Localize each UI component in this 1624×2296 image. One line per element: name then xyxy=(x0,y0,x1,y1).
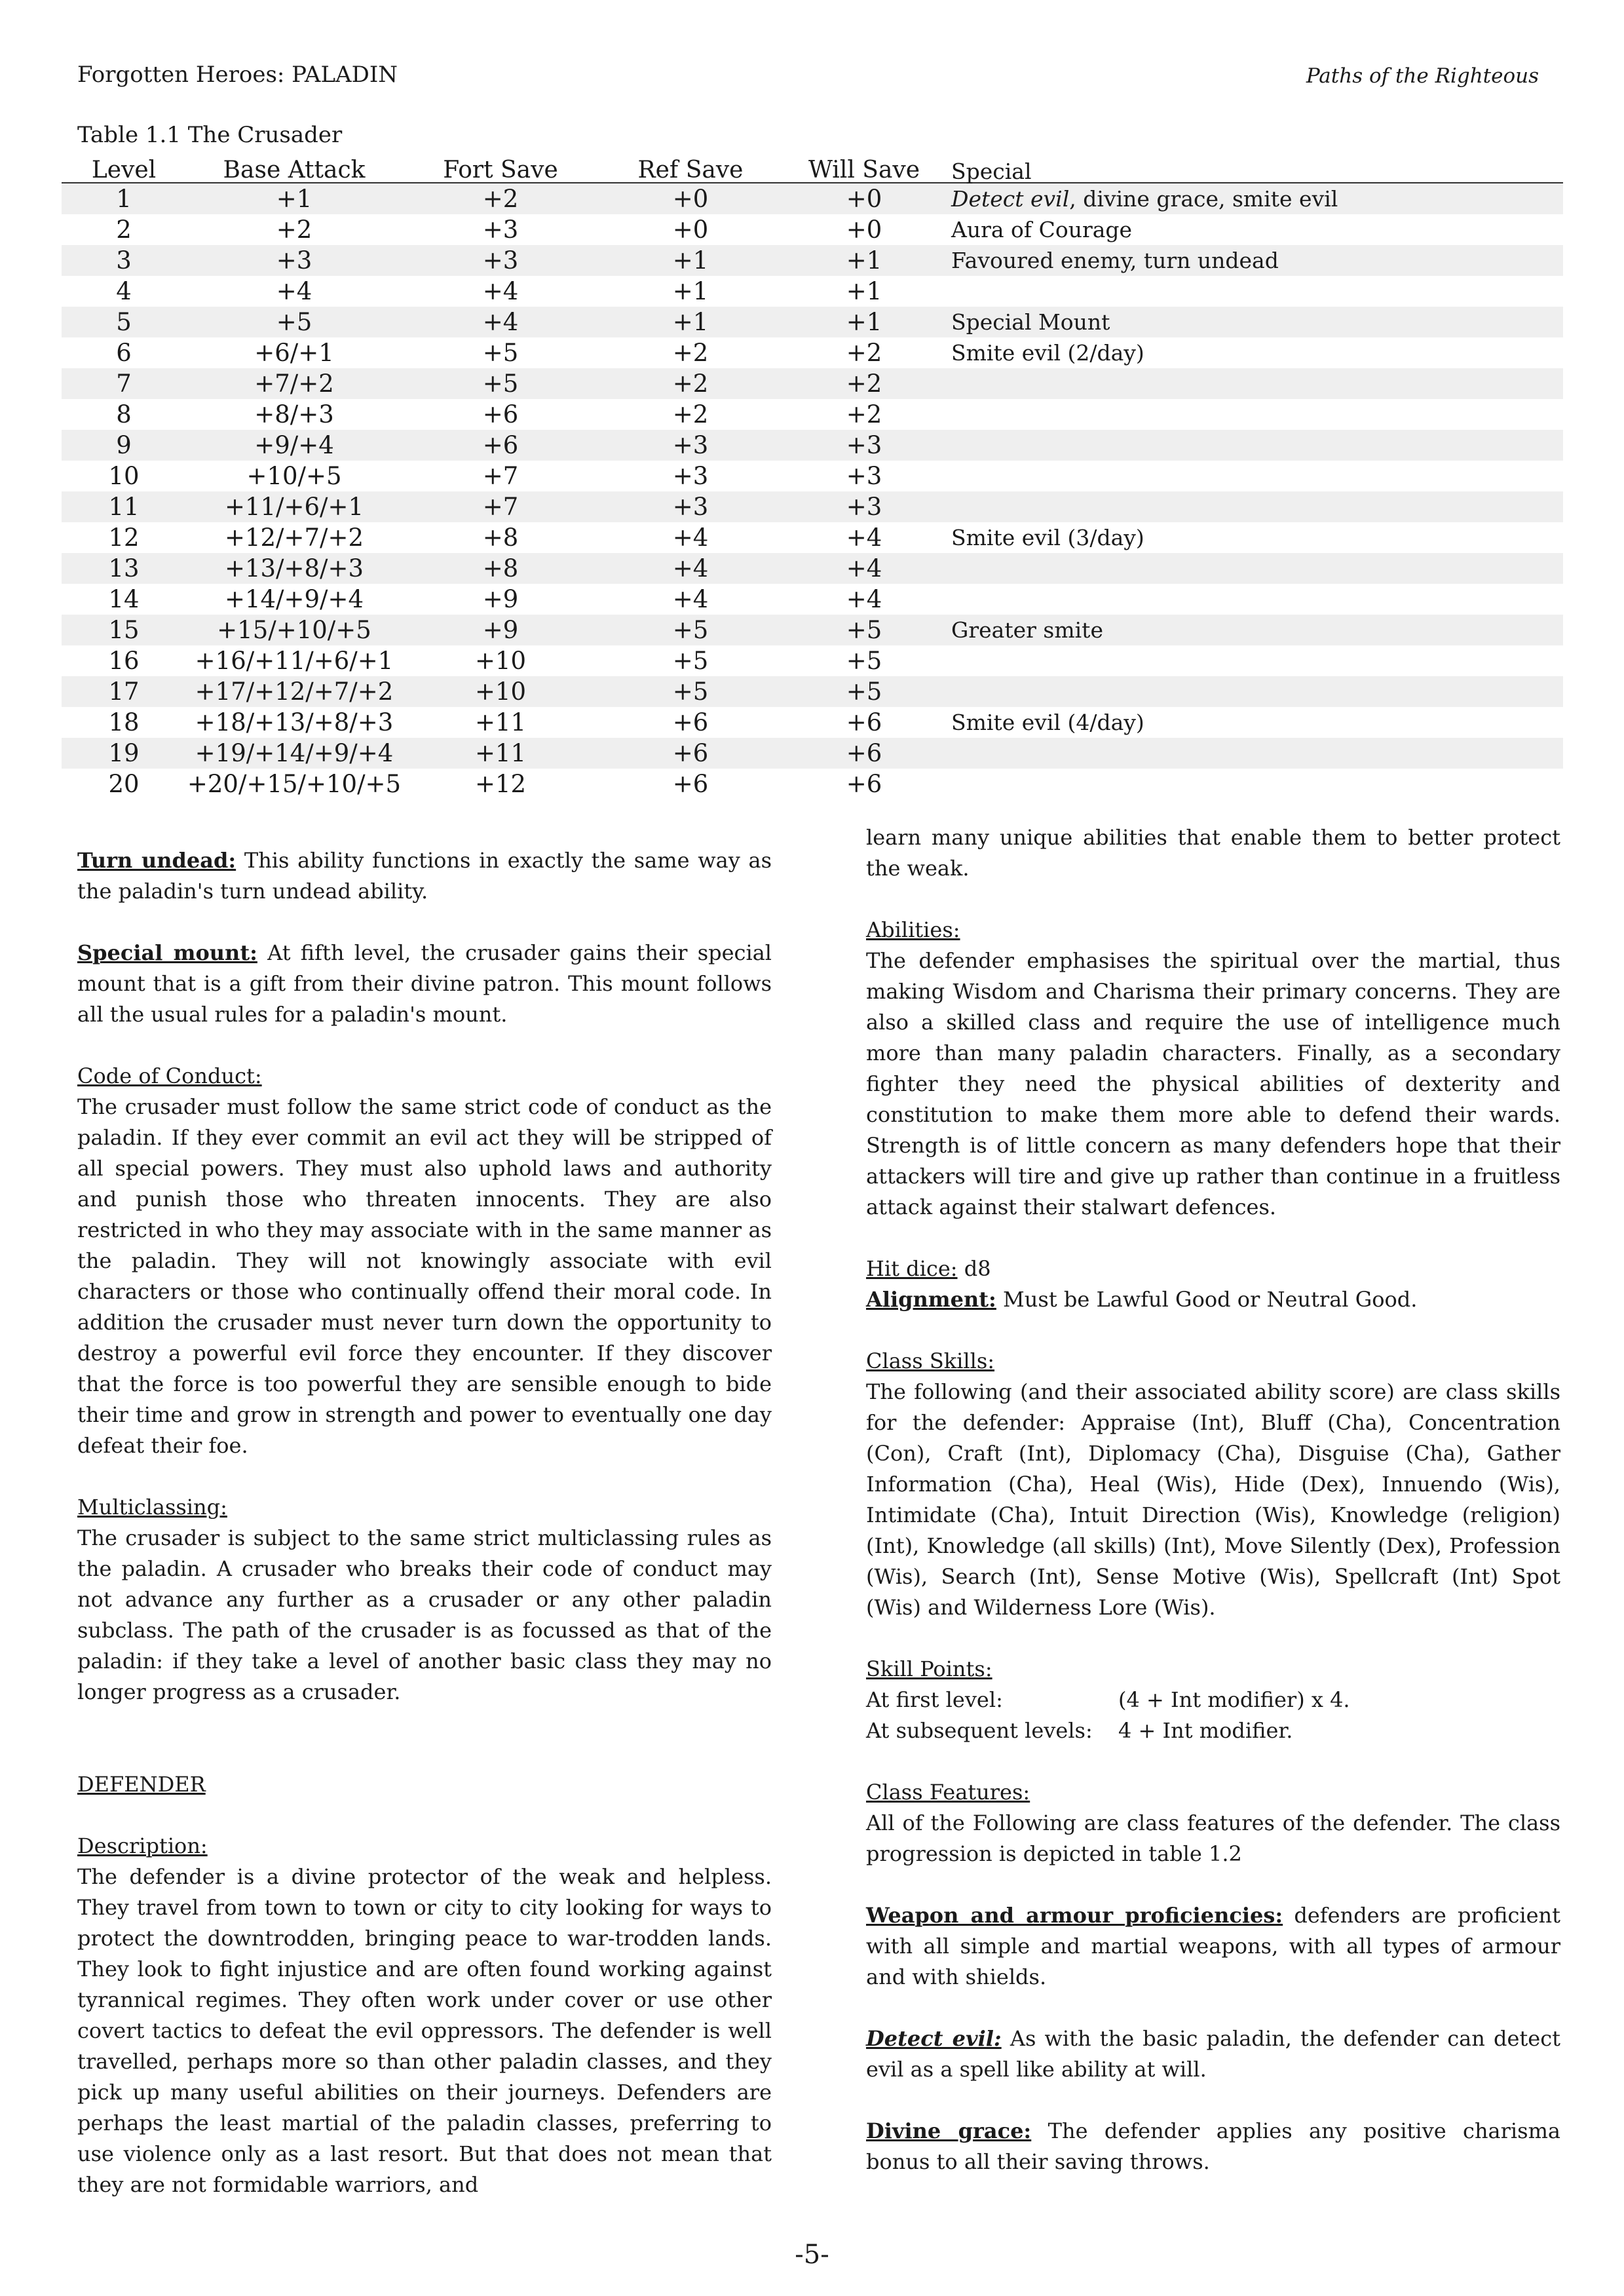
cell-will-save: +2 xyxy=(846,400,882,429)
cell-special xyxy=(946,584,1563,615)
skill-points-subsequent-label: At subsequent levels: xyxy=(866,1718,1093,1743)
table-row xyxy=(62,368,1563,399)
cell-level: 16 xyxy=(108,647,140,675)
turn-undead-lead: Turn undead: xyxy=(77,848,236,873)
cell-level: 20 xyxy=(108,770,140,798)
cell-level: 8 xyxy=(116,400,132,429)
cell-ref-save: +1 xyxy=(672,308,709,336)
cell-base-attack: +4 xyxy=(276,277,312,305)
table-row xyxy=(62,584,1563,615)
cell-fort-save: +9 xyxy=(482,585,519,613)
special-detect-evil: Detect evil xyxy=(951,186,1070,212)
cell-special: Favoured enemy, turn undead xyxy=(951,248,1279,273)
column-header-ref-save: Ref Save xyxy=(637,157,744,183)
cell-ref-save: +5 xyxy=(672,647,709,675)
cell-base-attack: +11/+6/+1 xyxy=(224,493,364,521)
running-header-title: Forgotten Heroes: PALADIN xyxy=(77,62,398,88)
cell-fort-save: +6 xyxy=(482,400,519,429)
cell-will-save: +6 xyxy=(846,770,882,798)
cell-base-attack: +15/+10/+5 xyxy=(217,616,371,644)
cell-ref-save: +0 xyxy=(672,216,709,244)
cell-fort-save: +4 xyxy=(482,277,519,305)
special-mount-text: At fifth level, the crusader gains their special mount that is a gift from their divine patron. This mount follows all the usual rules for a paladin's mount. xyxy=(77,940,772,1027)
skill-points-heading: Skill Points: xyxy=(866,1656,992,1681)
cell-base-attack: +2 xyxy=(276,216,312,244)
cell-base-attack: +19/+14/+9/+4 xyxy=(195,739,394,767)
cell-ref-save: +5 xyxy=(672,678,709,706)
table-row xyxy=(62,676,1563,707)
cell-ref-save: +1 xyxy=(672,246,709,275)
table-row xyxy=(62,769,1563,799)
table-row xyxy=(62,645,1563,676)
cell-fort-save: +11 xyxy=(474,708,527,737)
cell-will-save: +5 xyxy=(846,678,882,706)
cell-level: 15 xyxy=(108,616,140,644)
cell-fort-save: +10 xyxy=(474,678,527,706)
cell-base-attack: +8/+3 xyxy=(254,400,334,429)
crusader-progression-table xyxy=(62,152,1563,799)
cell-will-save: +4 xyxy=(846,554,882,583)
code-of-conduct-text: The crusader must follow the same strict code of conduct as the paladin. If they ever commit an evil act they will be stripped of all special powers. They must also uphold laws and authority and punish those who threaten innocents. They are also restricted in who they may associate with in the same manner as the paladin. They will not knowingly associate with evil characters or those who continually offend their moral code. In addition the crusader must never turn down the opportunity to destroy a powerful evil force they encounter. If they discover that the force is too powerful they are sensible enough to bide their time and grow in strength and power to eventually one day defeat their foe. xyxy=(77,1094,772,1458)
skill-points-subsequent-value: 4 + Int modifier. xyxy=(1118,1718,1293,1743)
cell-base-attack: +12/+7/+2 xyxy=(224,524,364,552)
table-row xyxy=(62,430,1563,461)
skill-points-subsequent-levels xyxy=(866,1715,1560,1746)
cell-fort-save: +3 xyxy=(482,246,519,275)
cell-special xyxy=(946,183,1563,214)
cell-ref-save: +2 xyxy=(672,400,709,429)
skill-points-first-label: At first level: xyxy=(866,1687,1003,1712)
table-row xyxy=(62,399,1563,430)
detect-evil-paragraph xyxy=(866,2023,1560,2085)
cell-fort-save: +8 xyxy=(482,554,519,583)
cell-level: 14 xyxy=(108,585,140,613)
description-heading: Description: xyxy=(77,1833,208,1858)
cell-fort-save: +3 xyxy=(482,216,519,244)
special-rest: , divine grace, smite evil xyxy=(1069,186,1338,212)
cell-will-save: +0 xyxy=(846,216,882,244)
code-of-conduct-heading: Code of Conduct: xyxy=(77,1063,262,1088)
cell-ref-save: +6 xyxy=(672,770,709,798)
cell-special: Smite evil (2/day) xyxy=(951,340,1144,366)
alignment-line xyxy=(866,1284,1560,1315)
abilities-heading: Abilities: xyxy=(866,917,960,942)
cell-level: 1 xyxy=(116,185,132,213)
cell-special: Aura of Courage xyxy=(951,217,1133,242)
cell-special: Smite evil (3/day) xyxy=(951,525,1144,550)
column-header-level: Level xyxy=(91,157,157,183)
cell-special xyxy=(946,491,1563,522)
cell-level: 6 xyxy=(116,339,132,367)
table-row xyxy=(62,553,1563,584)
cell-ref-save: +3 xyxy=(672,462,709,490)
class-features-text: All of the Following are class features of the defender. The class progression is depicted in table 1.2 xyxy=(866,1810,1560,1866)
right-column xyxy=(866,822,1560,2177)
cell-base-attack: +18/+13/+8/+3 xyxy=(195,708,394,737)
cell-special xyxy=(946,276,1563,307)
cell-base-attack: +20/+15/+10/+5 xyxy=(187,770,402,798)
cell-ref-save: +6 xyxy=(672,708,709,737)
cell-fort-save: +10 xyxy=(474,647,527,675)
description-continued-text: learn many unique abilities that enable them to better protect the weak. xyxy=(866,825,1560,881)
cell-ref-save: +5 xyxy=(672,616,709,644)
cell-fort-save: +4 xyxy=(482,308,519,336)
cell-special xyxy=(946,430,1563,461)
cell-level: 13 xyxy=(108,554,140,583)
table-row xyxy=(62,522,1563,553)
divine-grace-paragraph xyxy=(866,2116,1560,2177)
cell-special: Greater smite xyxy=(951,617,1103,643)
cell-ref-save: +3 xyxy=(672,431,709,459)
cell-ref-save: +4 xyxy=(672,554,709,583)
table-row xyxy=(62,276,1563,307)
detect-evil-lead: Detect evil: xyxy=(866,2026,1002,2051)
cell-fort-save: +9 xyxy=(482,616,519,644)
cell-ref-save: +6 xyxy=(672,739,709,767)
skill-points-first-value: (4 + Int modifier) x 4. xyxy=(1118,1687,1350,1712)
table-caption: Table 1.1 The Crusader xyxy=(77,122,343,148)
column-header-fort-save: Fort Save xyxy=(443,157,558,183)
cell-level: 10 xyxy=(108,462,140,490)
cell-fort-save: +12 xyxy=(474,770,527,798)
cell-fort-save: +5 xyxy=(482,339,519,367)
cell-will-save: +2 xyxy=(846,370,882,398)
weapon-proficiency-paragraph xyxy=(866,1900,1560,1993)
class-features-heading: Class Features: xyxy=(866,1780,1030,1805)
divine-grace-lead: Divine grace: xyxy=(866,2118,1032,2143)
special-mount-lead: Special mount: xyxy=(77,940,257,965)
skill-points-first-level xyxy=(866,1685,1560,1715)
cell-base-attack: +14/+9/+4 xyxy=(224,585,364,613)
turn-undead-paragraph xyxy=(77,845,772,907)
table-row xyxy=(62,337,1563,368)
cell-base-attack: +3 xyxy=(276,246,312,275)
cell-ref-save: +1 xyxy=(672,277,709,305)
cell-ref-save: +4 xyxy=(672,524,709,552)
cell-fort-save: +5 xyxy=(482,370,519,398)
table-row xyxy=(62,183,1563,214)
cell-will-save: +0 xyxy=(846,185,882,213)
weapon-proficiency-lead: Weapon and armour proficiencies: xyxy=(866,1903,1283,1928)
left-column xyxy=(77,845,772,2200)
cell-base-attack: +9/+4 xyxy=(254,431,334,459)
cell-special xyxy=(946,738,1563,769)
cell-will-save: +6 xyxy=(846,708,882,737)
cell-level: 17 xyxy=(108,678,140,706)
cell-will-save: +2 xyxy=(846,339,882,367)
cell-will-save: +1 xyxy=(846,277,882,305)
cell-base-attack: +10/+5 xyxy=(246,462,342,490)
class-skills-text: The following (and their associated ability score) are class skills for the defender: Appraise (Int), Bluff (Cha), Concentration (Con), Craft (Int), Diplomacy (Cha), Disguise (Cha), Gather Information (Cha), Heal (Wis), Hide (Dex), Innuendo (Wis), Intimidate (Cha), Intuit Direction (Wis), Knowledge (religion) (Int), Knowledge (all skills) (Int), Move Silently (Dex), Profession (Wis), Search (Int), Sense Motive (Wis), Spellcraft (Int) Spot (Wis) and Wilderness Lore (Wis). xyxy=(866,1379,1560,1620)
cell-level: 18 xyxy=(108,708,140,737)
cell-fort-save: +8 xyxy=(482,524,519,552)
hit-dice-label: Hit dice: xyxy=(866,1256,958,1281)
cell-will-save: +4 xyxy=(846,585,882,613)
alignment-value: Must be Lawful Good or Neutral Good. xyxy=(996,1287,1418,1312)
cell-ref-save: +4 xyxy=(672,585,709,613)
column-header-base-attack: Base Attack xyxy=(223,157,366,183)
table-row xyxy=(62,615,1563,645)
table-row xyxy=(62,738,1563,769)
page-number: -5- xyxy=(795,2240,829,2270)
cell-special xyxy=(946,399,1563,430)
table-row xyxy=(62,707,1563,738)
cell-will-save: +5 xyxy=(846,647,882,675)
cell-ref-save: +2 xyxy=(672,339,709,367)
cell-level: 2 xyxy=(116,216,132,244)
class-skills-heading: Class Skills: xyxy=(866,1349,995,1373)
cell-will-save: +3 xyxy=(846,431,882,459)
cell-special xyxy=(946,676,1563,707)
defender-section-title: DEFENDER xyxy=(77,1772,206,1797)
alignment-label: Alignment: xyxy=(866,1287,996,1312)
cell-base-attack: +5 xyxy=(276,308,312,336)
cell-will-save: +4 xyxy=(846,524,882,552)
cell-will-save: +3 xyxy=(846,462,882,490)
cell-base-attack: +13/+8/+3 xyxy=(224,554,364,583)
cell-special xyxy=(946,461,1563,491)
table-body xyxy=(62,183,1563,799)
special-mount-paragraph xyxy=(77,938,772,1030)
multiclassing-text: The crusader is subject to the same strict multiclassing rules as the paladin. A crusader who breaks their code of conduct may not advance any further as a crusader or any other paladin subclass. The path of the crusader is as focussed as that of the paladin: if they take a level of another basic class they may no longer progress as a crusader. xyxy=(77,1525,772,1704)
table-header-row xyxy=(62,152,1563,183)
cell-fort-save: +11 xyxy=(474,739,527,767)
cell-fort-save: +7 xyxy=(482,493,519,521)
divine-grace-text: The defender applies any positive charisma bonus to all their saving throws. xyxy=(866,2118,1561,2174)
cell-special xyxy=(946,368,1563,399)
cell-base-attack: +6/+1 xyxy=(254,339,334,367)
weapon-proficiency-text: defenders are proficient with all simple and martial weapons, with all types of armour and with shields. xyxy=(866,1903,1561,1989)
cell-level: 7 xyxy=(116,370,132,398)
cell-ref-save: +3 xyxy=(672,493,709,521)
table-row xyxy=(62,214,1563,245)
detect-evil-text: As with the basic paladin, the defender can detect evil as a spell like ability at will. xyxy=(866,2026,1561,2082)
hit-dice-value: d8 xyxy=(957,1256,991,1281)
table-row xyxy=(62,245,1563,276)
cell-special xyxy=(946,645,1563,676)
cell-level: 12 xyxy=(108,524,140,552)
cell-will-save: +1 xyxy=(846,308,882,336)
hit-dice-line xyxy=(866,1253,1560,1284)
cell-will-save: +1 xyxy=(846,246,882,275)
cell-special: Smite evil (4/day) xyxy=(951,710,1144,735)
cell-special xyxy=(946,769,1563,799)
cell-level: 4 xyxy=(116,277,132,305)
cell-will-save: +3 xyxy=(846,493,882,521)
cell-level: 3 xyxy=(116,246,132,275)
cell-special: Special Mount xyxy=(951,309,1110,335)
cell-fort-save: +7 xyxy=(482,462,519,490)
table-row xyxy=(62,307,1563,337)
cell-will-save: +6 xyxy=(846,739,882,767)
cell-level: 9 xyxy=(116,431,132,459)
abilities-text: The defender emphasises the spiritual over the martial, thus making Wisdom and Charisma their primary concerns. They are also a skilled class and require the use of intelligence much more than many paladin characters. Finally, as a secondary fighter they need the physical abilities of dexterity and constitution to make them more able to defend their wards. Strength is of little concern as many defenders hope that their attackers will tire and give up rather than continue in a fruitless attack against their stalwart defences. xyxy=(866,948,1560,1219)
cell-base-attack: +7/+2 xyxy=(254,370,334,398)
column-header-will-save: Will Save xyxy=(808,157,920,183)
cell-base-attack: +17/+12/+7/+2 xyxy=(195,678,394,706)
cell-level: 5 xyxy=(116,308,132,336)
cell-base-attack: +1 xyxy=(276,185,312,213)
cell-base-attack: +16/+11/+6/+1 xyxy=(195,647,394,675)
cell-level: 19 xyxy=(108,739,140,767)
turn-undead-text: This ability functions in exactly the same way as the paladin's turn undead ability. xyxy=(77,848,772,904)
multiclassing-heading: Multiclassing: xyxy=(77,1495,227,1520)
cell-ref-save: +2 xyxy=(672,370,709,398)
description-text: The defender is a divine protector of the weak and helpless. They travel from town to town or city to city looking for ways to protect the downtrodden, bringing peace to war-trodden lands. They look to fight injustice and are often found working against tyrannical regimes. They often work under cover or use other covert tactics to defeat the evil oppressors. The defender is well travelled, perhaps more so than other paladin classes, and they pick up many useful abilities on their journeys. Defenders are perhaps the least martial of the paladin classes, preferring to use violence only as a last resort. But that does not mean that they are not formidable warriors, and xyxy=(77,1864,772,2197)
table-row xyxy=(62,491,1563,522)
cell-special xyxy=(946,553,1563,584)
column-header-special: Special xyxy=(951,159,1032,184)
cell-level: 11 xyxy=(108,493,140,521)
cell-will-save: +5 xyxy=(846,616,882,644)
running-header-chapter: Paths of the Righteous xyxy=(1306,64,1539,88)
cell-fort-save: +2 xyxy=(482,185,519,213)
table-row xyxy=(62,461,1563,491)
cell-fort-save: +6 xyxy=(482,431,519,459)
cell-ref-save: +0 xyxy=(672,185,709,213)
